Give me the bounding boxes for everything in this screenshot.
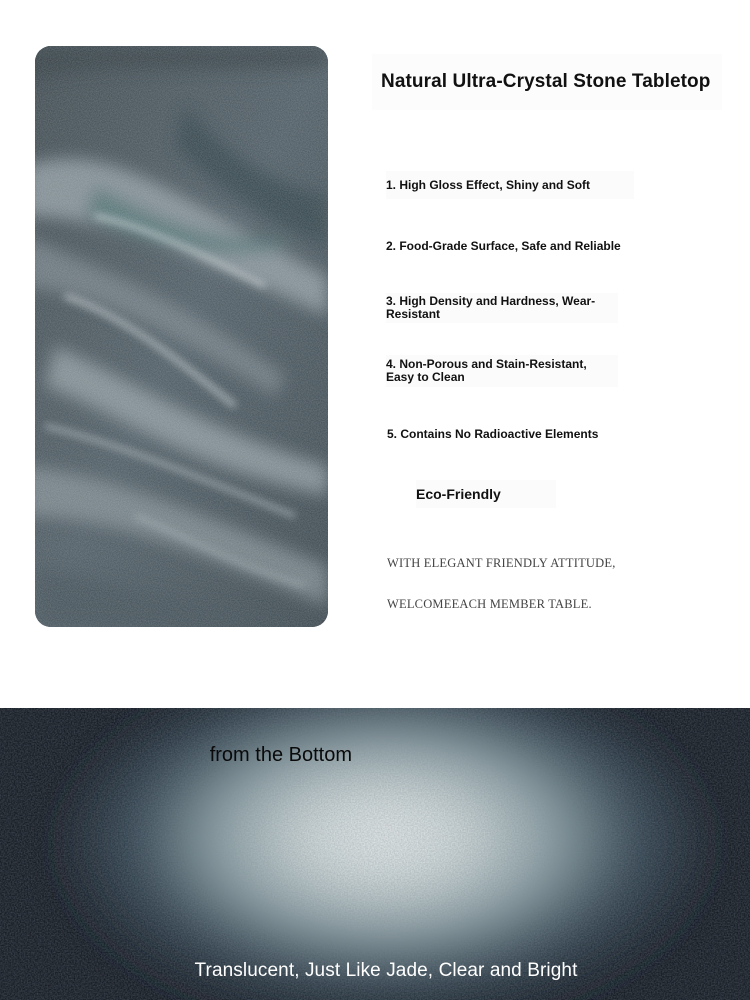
slogan-line-1: WITH ELEGANT FRIENDLY ATTITUDE, (387, 556, 616, 570)
backlit-stone-section (0, 708, 750, 1000)
bottom-heading: from the Bottom (209, 744, 352, 766)
feature-non-porous: 4. Non-Porous and Stain-Resistant, Easy to Clean (386, 355, 618, 387)
stone-texture-image (35, 46, 328, 627)
eco-friendly-label: Eco-Friendly (416, 480, 556, 508)
feature-food-grade: 2. Food-Grade Surface, Safe and Reliable (386, 238, 621, 253)
feature-high-gloss: 1. High Gloss Effect, Shiny and Soft (386, 171, 634, 199)
feature-high-density: 3. High Density and Hardness, Wear-Resistant (386, 293, 618, 323)
slogan-line-2: WELCOMEEACH MEMBER TABLE. (387, 597, 592, 611)
product-title: Natural Ultra-Crystal Stone Tabletop (372, 54, 722, 110)
bottom-caption: Translucent, Just Like Jade, Clear and Bright (194, 960, 578, 981)
feature-no-radioactive: 5. Contains No Radioactive Elements (387, 426, 599, 441)
